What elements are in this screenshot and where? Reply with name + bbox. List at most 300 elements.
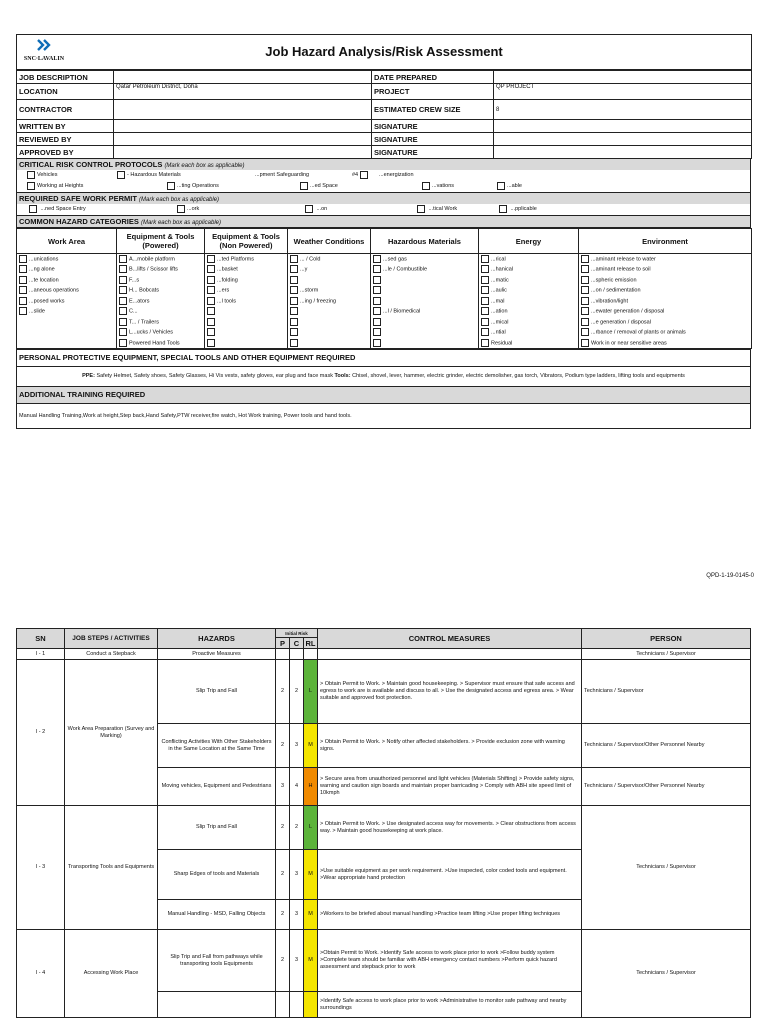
checkbox[interactable]: [207, 286, 215, 294]
training-header: ADDITIONAL TRAINING REQUIRED: [17, 386, 751, 403]
checkbox[interactable]: [481, 297, 489, 305]
control-measures: >Workers to be briefed about manual handling >Practice team lifting >Use proper lifting techniques: [318, 900, 582, 930]
written-by-value: [114, 120, 372, 133]
col-rl: RL: [305, 638, 316, 648]
checkbox[interactable]: [290, 286, 298, 294]
hazard-item-label: ...hanical: [491, 266, 514, 273]
hazard-cell[interactable]: [17, 285, 117, 296]
hazard-item-label: ... / Cold: [300, 256, 321, 263]
checkbox[interactable]: [290, 255, 298, 263]
control-measures: >Obtain Permit to Work. >Identify Safe access to work place prior to work >Follow buddy system >Complete team should be familiar with ABH emergency contact numbers >Perform quick hazard assessment and stepback prior to work: [318, 930, 582, 992]
checkbox[interactable]: [290, 307, 298, 315]
risk-p: 2: [276, 724, 290, 768]
ppe-header: PERSONAL PROTECTIVE EQUIPMENT, SPECIAL TOOLS AND OTHER EQUIPMENT REQUIRED: [17, 349, 751, 366]
hazard-item-label: ...te location: [29, 277, 59, 284]
checkbox[interactable]: [581, 328, 589, 336]
hazard-cell[interactable]: [288, 285, 371, 296]
hazard-cell[interactable]: [205, 296, 288, 307]
risk-hazard: Conflicting Activities With Other Stakeholders in the Same Location at the Same Time: [158, 724, 276, 768]
permit-header: REQUIRED SAFE WORK PERMIT (Mark each box as applicable): [17, 193, 750, 204]
hazard-row: [17, 254, 752, 265]
col-sn: SN: [17, 629, 65, 649]
checkbox[interactable]: [481, 276, 489, 284]
permit-excavation[interactable]: ...on: [305, 204, 327, 215]
checkbox[interactable]: [19, 307, 27, 315]
risk-level: M: [304, 930, 318, 992]
risk-c: 2: [290, 806, 304, 850]
hazard-col-weather: Weather Conditions: [288, 229, 371, 254]
checkbox[interactable]: [481, 286, 489, 294]
risk-hazard: Slip Trip and Fall: [158, 660, 276, 724]
checkbox[interactable]: [290, 297, 298, 305]
critical-risk-row-1: [17, 170, 750, 181]
checkbox[interactable]: [481, 307, 489, 315]
hazard-cell[interactable]: [117, 254, 205, 265]
hazard-item-label: Residual: [491, 339, 513, 346]
hazard-cell[interactable]: [17, 327, 117, 338]
hazard-cell[interactable]: [479, 338, 579, 349]
critical-item-4[interactable]: #4: [352, 170, 370, 181]
checkbox[interactable]: [119, 276, 127, 284]
checkbox[interactable]: [481, 328, 489, 336]
risk-hazard: Slip Trip and Fall from pathways while transporting tools Equipments: [158, 930, 276, 992]
permit-hot-work[interactable]: ...ork: [177, 204, 199, 215]
checkbox[interactable]: [290, 328, 298, 336]
hazard-cell[interactable]: [579, 306, 752, 317]
hazard-col-non-powered: Equipment & Tools (Non Powered): [205, 229, 288, 254]
job-description-label: JOB DESCRIPTION: [17, 71, 114, 84]
risk-assessment-table: [16, 628, 751, 1018]
checkbox[interactable]: [19, 265, 27, 273]
contractor-value: [114, 100, 372, 120]
hazard-cell[interactable]: [479, 317, 579, 328]
checkbox[interactable]: [581, 297, 589, 305]
checkbox[interactable]: [373, 255, 381, 263]
checkbox[interactable]: [119, 307, 127, 315]
hazard-cell[interactable]: [579, 338, 752, 349]
hazard-cell[interactable]: [579, 327, 752, 338]
hazard-header: COMMON HAZARD CATEGORIES (Mark each box as applicable): [16, 216, 751, 228]
hazard-cell[interactable]: [205, 264, 288, 275]
hazard-cell[interactable]: [579, 264, 752, 275]
checkbox[interactable]: [373, 339, 381, 347]
reviewed-by-label: REVIEWED BY: [17, 133, 114, 146]
hazard-cell[interactable]: [288, 296, 371, 307]
hazard-item-label: T... / Trailers: [129, 319, 159, 326]
permit-confined-space[interactable]: ...ned Space Entry: [29, 204, 86, 215]
critical-risk-header: CRITICAL RISK CONTROL PROTOCOLS (Mark each box as applicable): [17, 159, 750, 170]
hazard-cell[interactable]: [117, 264, 205, 275]
checkbox[interactable]: [290, 318, 298, 326]
checkbox[interactable]: [207, 276, 215, 284]
hazard-item-label: F...s: [129, 277, 140, 284]
header-table: [16, 34, 752, 70]
title-cell: [17, 35, 752, 70]
permit-electrical[interactable]: ...tical Work: [417, 204, 457, 215]
hazard-cell[interactable]: [117, 306, 205, 317]
checkbox[interactable]: [300, 182, 308, 190]
approved-by-value: [114, 146, 372, 159]
risk-level: [304, 649, 318, 660]
col-c: C: [290, 638, 304, 649]
reviewed-by-value: [114, 133, 372, 146]
ppe-text: Safety Helmet, Safety shoes, Safety Glasses, Hi Vis vests, safety gloves, ear plug and face mask: [96, 373, 333, 379]
col-p: P: [276, 638, 290, 649]
hazard-cell[interactable]: [479, 264, 579, 275]
hazard-body: [17, 254, 752, 349]
risk-sn: I - 3: [17, 806, 65, 930]
page-title: Job Hazard Analysis/Risk Assessment: [265, 44, 503, 59]
checkbox[interactable]: [581, 307, 589, 315]
checkbox[interactable]: [373, 265, 381, 273]
hazard-item-label: E...ators: [129, 298, 150, 305]
hazard-cell[interactable]: [288, 317, 371, 328]
checkbox[interactable]: [360, 171, 368, 179]
risk-level: M: [304, 724, 318, 768]
hazard-cell[interactable]: [205, 285, 288, 296]
risk-sn: I - 2: [17, 660, 65, 806]
hazard-table: [16, 228, 752, 349]
hazard-item-label: B...lifts / Scissor lifts: [129, 266, 178, 273]
hazard-row: [17, 296, 752, 307]
contractor-label: CONTRACTOR: [17, 100, 114, 120]
checkbox[interactable]: [373, 328, 381, 336]
checkbox[interactable]: [27, 182, 35, 190]
hazard-row: [17, 338, 752, 349]
checkbox[interactable]: [373, 307, 381, 315]
checkbox[interactable]: [19, 297, 27, 305]
risk-step: Conduct a Stepback: [65, 649, 158, 660]
checkbox[interactable]: [373, 297, 381, 305]
hazard-cell[interactable]: [371, 254, 479, 265]
hazard-cell[interactable]: [288, 338, 371, 349]
hazard-cell[interactable]: [288, 275, 371, 286]
risk-c: 3: [290, 900, 304, 930]
hazard-cell[interactable]: [17, 306, 117, 317]
checkbox[interactable]: [117, 171, 125, 179]
info-table: [16, 70, 752, 159]
checkbox[interactable]: [119, 297, 127, 305]
permit-row: [17, 204, 750, 215]
hazard-item-label: ...le / Combustible: [383, 266, 428, 273]
control-measures: > Obtain Permit to Work. > Notify other affected stakeholders. > Provide exclusion zone with warning signs.: [318, 724, 582, 768]
ppe-content: PPE: Safety Helmet, Safety shoes, Safety Glasses, Hi Vis vests, safety gloves, ear plug and face mask Tools: Chisel, shovel, lever, hammer, electric grinder, electric demolisher, gas torch, Vibrators, Podium type ladders, lifting tools and equipments: [17, 366, 751, 386]
risk-hazard: Manual Handling - MSD, Falling Objects: [158, 900, 276, 930]
checkbox[interactable]: [29, 205, 37, 213]
hazard-cell[interactable]: [17, 254, 117, 265]
checkbox[interactable]: [305, 205, 313, 213]
risk-c: 3: [290, 724, 304, 768]
hazard-col-powered: Equipment & Tools (Powered): [117, 229, 205, 254]
checkbox[interactable]: [481, 265, 489, 273]
hazard-cell[interactable]: [371, 306, 479, 317]
risk-c: [290, 992, 304, 1018]
hazard-item-label: ...matic: [491, 277, 509, 284]
location-value: Qatar Petroleum District, Doha: [114, 84, 372, 100]
checkbox[interactable]: [119, 328, 127, 336]
date-prepared-label: DATE PREPARED: [372, 71, 494, 84]
checkbox[interactable]: [207, 339, 215, 347]
hazard-item-label: ...rbance / removal of plants or animals: [591, 329, 686, 336]
checkbox[interactable]: [373, 286, 381, 294]
checkbox[interactable]: [119, 339, 127, 347]
critical-item-lifting[interactable]: ...ting Operations: [167, 181, 219, 192]
checkbox[interactable]: [207, 297, 215, 305]
critical-item-energization[interactable]: ...energization: [379, 172, 414, 178]
hazard-item-label: ...basket: [217, 266, 238, 273]
checkbox[interactable]: [19, 286, 27, 294]
hazard-cell[interactable]: [479, 296, 579, 307]
checkbox[interactable]: [581, 318, 589, 326]
written-by-label: WRITTEN BY: [17, 120, 114, 133]
hazard-cell[interactable]: [117, 275, 205, 286]
checkbox[interactable]: [207, 318, 215, 326]
checkbox[interactable]: [207, 328, 215, 336]
control-measures: [318, 649, 582, 660]
signature-value-2: [494, 133, 752, 146]
hazard-item-label: ...l tools: [217, 298, 236, 305]
signature-label-3: SIGNATURE: [372, 146, 494, 159]
hazard-cell[interactable]: [579, 275, 752, 286]
hazard-cell[interactable]: [117, 285, 205, 296]
hazard-col-work-area: Work Area: [17, 229, 117, 254]
hazard-cell[interactable]: [117, 338, 205, 349]
hazard-cell[interactable]: [479, 254, 579, 265]
hazard-item-label: ...unications: [29, 256, 59, 263]
hazard-item-label: ...y: [300, 266, 308, 273]
permit-not-applicable[interactable]: ...pplicable: [499, 204, 537, 215]
checkbox[interactable]: [481, 255, 489, 263]
hazard-item-label: ...ntial: [491, 329, 506, 336]
hazard-cell[interactable]: [579, 296, 752, 307]
hazard-cell[interactable]: [17, 275, 117, 286]
risk-step: Accessing Work Place: [65, 930, 158, 1018]
checkbox[interactable]: [19, 255, 27, 263]
risk-level: L: [304, 806, 318, 850]
checkbox[interactable]: [119, 265, 127, 273]
checkbox[interactable]: [119, 318, 127, 326]
checkbox[interactable]: [290, 339, 298, 347]
hazard-cell[interactable]: [17, 317, 117, 328]
hazard-item-label: L...ucks / Vehicles: [129, 329, 174, 336]
hazard-cell[interactable]: [205, 317, 288, 328]
risk-row: [17, 806, 751, 850]
hazard-cell[interactable]: [371, 296, 479, 307]
risk-hazard: Sharp Edges of tools and Materials: [158, 850, 276, 900]
risk-p: 2: [276, 850, 290, 900]
logo-chevrons-icon: [36, 39, 52, 51]
col-initial-risk: Initial Risk: [276, 629, 318, 638]
hazard-item-label: Work in or near sensitive areas: [591, 339, 667, 346]
hazard-item-label: Powered Hand Tools: [129, 339, 180, 346]
critical-risk-row-2: [17, 181, 750, 192]
hazard-cell[interactable]: [288, 306, 371, 317]
risk-level: L: [304, 660, 318, 724]
critical-item-hazmat[interactable]: - Hazardous Materials: [117, 170, 181, 181]
checkbox[interactable]: [581, 265, 589, 273]
checkbox[interactable]: [497, 182, 505, 190]
hazard-cell[interactable]: [579, 254, 752, 265]
checkbox[interactable]: [207, 255, 215, 263]
critical-item-heights[interactable]: Working at Heights: [27, 181, 83, 192]
hazard-cell[interactable]: [117, 327, 205, 338]
project-value: QP PROJECT: [494, 84, 752, 100]
hazard-item-label: ...l / Biomedical: [383, 308, 421, 315]
permit-section: [16, 193, 751, 216]
risk-person: Technicians / Supervisor: [582, 930, 751, 1018]
checkbox[interactable]: [207, 265, 215, 273]
hazard-cell[interactable]: [288, 327, 371, 338]
risk-p: 2: [276, 806, 290, 850]
hazard-item-label: ...vibration/light: [591, 298, 628, 305]
critical-item-excavations[interactable]: ...vations: [422, 181, 454, 192]
project-label: PROJECT: [372, 84, 494, 100]
hazard-row: [17, 327, 752, 338]
checkbox[interactable]: [290, 276, 298, 284]
checkbox[interactable]: [481, 339, 489, 347]
checkbox[interactable]: [581, 339, 589, 347]
col-hazards: HAZARDS: [158, 629, 276, 649]
hazard-cell[interactable]: [17, 338, 117, 349]
crew-size-label: ESTIMATED CREW SIZE: [372, 100, 494, 120]
signature-value-1: [494, 120, 752, 133]
risk-sn: I - 4: [17, 930, 65, 1018]
col-control: CONTROL MEASURES: [318, 629, 582, 649]
hazard-row: [17, 285, 752, 296]
critical-risk-section: [16, 159, 751, 193]
critical-item-safeguarding[interactable]: ...pment Safeguarding: [255, 172, 310, 178]
hazard-col-hazmat: Hazardous Materials: [371, 229, 479, 254]
risk-c: 4: [290, 768, 304, 806]
hazard-item-label: ...folding: [217, 277, 238, 284]
risk-sn: I - 1: [17, 649, 65, 660]
checkbox[interactable]: [27, 171, 35, 179]
hazard-item-label: ...ing / freezing: [300, 298, 337, 305]
hazard-cell[interactable]: [371, 275, 479, 286]
hazard-cell[interactable]: [288, 264, 371, 275]
checkbox[interactable]: [167, 182, 175, 190]
hazard-cell[interactable]: [371, 317, 479, 328]
hazard-cell[interactable]: [479, 275, 579, 286]
risk-p: 2: [276, 900, 290, 930]
risk-level: [304, 992, 318, 1018]
hazard-item-label: ...aminant release to soil: [591, 266, 651, 273]
hazard-cell[interactable]: [479, 285, 579, 296]
hazard-cell[interactable]: [579, 285, 752, 296]
risk-step: Work Area Preparation (Survey and Marking): [65, 660, 158, 806]
hazard-cell[interactable]: [205, 338, 288, 349]
checkbox[interactable]: [290, 265, 298, 273]
hazard-item-label: ...ation: [491, 308, 508, 315]
hazard-item-label: ...ers: [217, 287, 230, 294]
risk-level: M: [304, 850, 318, 900]
checkbox[interactable]: [207, 307, 215, 315]
hazard-cell[interactable]: [371, 285, 479, 296]
hazard-cell[interactable]: [17, 264, 117, 275]
hazard-item-label: ...ted Platforms: [217, 256, 254, 263]
risk-p: 2: [276, 660, 290, 724]
hazard-item-label: ...slide: [29, 308, 45, 315]
hazard-row: [17, 317, 752, 328]
risk-body: [17, 649, 751, 1018]
risk-p: [276, 992, 290, 1018]
risk-p: [276, 649, 290, 660]
risk-level: M: [304, 900, 318, 930]
risk-c: [290, 649, 304, 660]
signature-label-2: SIGNATURE: [372, 133, 494, 146]
risk-row: [17, 649, 751, 660]
hazard-item-label: ...rical: [491, 256, 506, 263]
checkbox[interactable]: [581, 286, 589, 294]
checkbox[interactable]: [499, 205, 507, 213]
risk-row: [17, 660, 751, 724]
control-measures: >Use suitable equipment as per work requirement. >Use inspected, color coded tools and equipment. >Wear appropriate hand protection: [318, 850, 582, 900]
checkbox[interactable]: [177, 205, 185, 213]
hazard-cell[interactable]: [205, 306, 288, 317]
approved-by-label: APPROVED BY: [17, 146, 114, 159]
checkbox[interactable]: [581, 255, 589, 263]
checkbox[interactable]: [373, 276, 381, 284]
hazard-row: [17, 306, 752, 317]
hazard-cell[interactable]: [117, 296, 205, 307]
date-prepared-value: [494, 71, 752, 84]
checkbox[interactable]: [481, 318, 489, 326]
checkbox[interactable]: [422, 182, 430, 190]
hazard-item-label: H... Bobcats: [129, 287, 159, 294]
checkbox[interactable]: [119, 286, 127, 294]
checkbox[interactable]: [373, 318, 381, 326]
hazard-cell[interactable]: [205, 327, 288, 338]
hazard-cell[interactable]: [117, 317, 205, 328]
hazard-row: [17, 275, 752, 286]
hazard-cell[interactable]: [479, 306, 579, 317]
hazard-cell[interactable]: [17, 296, 117, 307]
hazard-col-environment: Environment: [579, 229, 752, 254]
col-person: PERSON: [582, 629, 751, 649]
hazard-cell[interactable]: [579, 317, 752, 328]
hazard-cell[interactable]: [371, 327, 479, 338]
checkbox[interactable]: [119, 255, 127, 263]
control-measures: >Identify Safe access to work place prior to work >Administrative to monitor safe pathway and nearby surroundings: [318, 992, 582, 1018]
hazard-cell[interactable]: [205, 275, 288, 286]
risk-person: Technicians / Supervisor/Other Personnel Nearby: [582, 724, 751, 768]
risk-person: Technicians / Supervisor: [582, 649, 751, 660]
hazard-item-label: ...aminant release to water: [591, 256, 656, 263]
company-name: SNC·LAVALIN: [23, 56, 65, 62]
checkbox[interactable]: [417, 205, 425, 213]
control-measures: > Secure area from unauthorized personnel and light vehicles (Materials Shifting) > Provide safety signs, warning and caution sign boards and maintain proper barricading > Comply with ABH site speed limit of 10kmph: [318, 768, 582, 806]
checkbox[interactable]: [19, 276, 27, 284]
checkbox[interactable]: [581, 276, 589, 284]
control-measures: > Obtain Permit to Work. > Maintain good housekeeping. > Supervisor must ensure that safe access and egress to work are is available and discuss to all. > Use the designated access and egress area. > Wear suitable and approved foot protection.: [318, 660, 582, 724]
risk-hazard: Moving vehicles, Equipment and Pedestrians: [158, 768, 276, 806]
hazard-item-label: ...mal: [491, 298, 505, 305]
hazard-item-label: ...sed gas: [383, 256, 407, 263]
hazard-cell[interactable]: [371, 264, 479, 275]
hazard-cell[interactable]: [479, 327, 579, 338]
signature-label-1: SIGNATURE: [372, 120, 494, 133]
jha-form: [16, 34, 751, 429]
hazard-cell[interactable]: [371, 338, 479, 349]
hazard-cell[interactable]: [205, 254, 288, 265]
hazard-cell[interactable]: [288, 254, 371, 265]
critical-item-na[interactable]: ...able: [497, 181, 522, 192]
risk-hazard: Slip Trip and Fall: [158, 806, 276, 850]
critical-item-vehicles[interactable]: Vehicles: [27, 170, 58, 181]
critical-item-confined[interactable]: ...ed Space: [300, 181, 338, 192]
hazard-item-label: ...e generation / disposal: [591, 319, 651, 326]
col-steps: JOB STEPS / ACTIVITIES: [65, 629, 158, 649]
